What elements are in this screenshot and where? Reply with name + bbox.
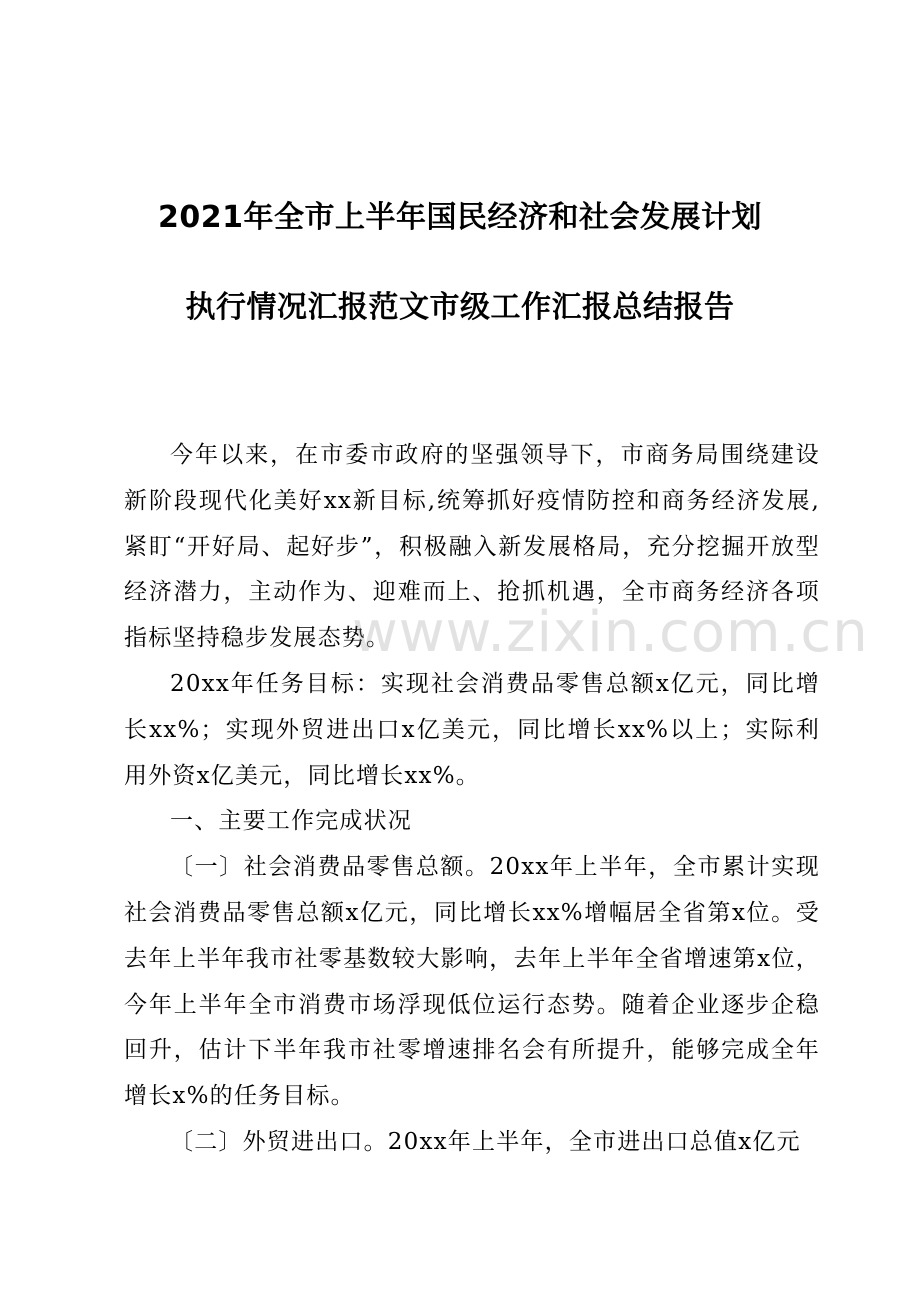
paragraph-foreign-trade: 〔二〕外贸进出口。20xx年上半年，全市进出口总值x亿元 [170,1128,801,1155]
document-title-line1: 2021年全市上半年国民经济和社会发展计划 [158,200,762,235]
document-title-line2: 执行情况汇报范文市级工作汇报总结报告 [185,290,735,325]
site-watermark: www.zixin.com.cn [352,600,869,665]
section-heading-main-work: 一、主要工作完成状况 [170,808,412,835]
paragraph-intro: 今年以来，在市委市政府的坚强领导下，市商务局围绕建设新阶段现代化美好xx新目标,统筹抓好疫情防控和商务经济发展,紧盯“开好局、起好步”，积极融入新发展格局，充分挖掘开放型经济潜力，主动作为、迎难而上、抢抓机遇，全市商务经济各项指标坚持稳步发展态势。 [124,442,820,652]
paragraph-targets: 20xx年任务目标：实现社会消费品零售总额x亿元，同比增长xx%；实现外贸进出口x亿美元，同比增长xx%以上；实际利用外资x亿美元，同比增长xx%。 [124,670,820,789]
document-body [124,433,820,1166]
paragraph-retail-sales: 〔一〕社会消费品零售总额。20xx年上半年，全市累计实现社会消费品零售总额x亿元，同比增长xx%增幅居全省第x位。受去年上半年我市社零基数较大影响，去年上半年全省增速第x位，今年上半年全市消费市场浮现低位运行态势。随着企业逐步企稳回升，估计下半年我市社零增速排名会有所提升，能够完成全年增长x%的任务目标。 [124,854,820,1110]
